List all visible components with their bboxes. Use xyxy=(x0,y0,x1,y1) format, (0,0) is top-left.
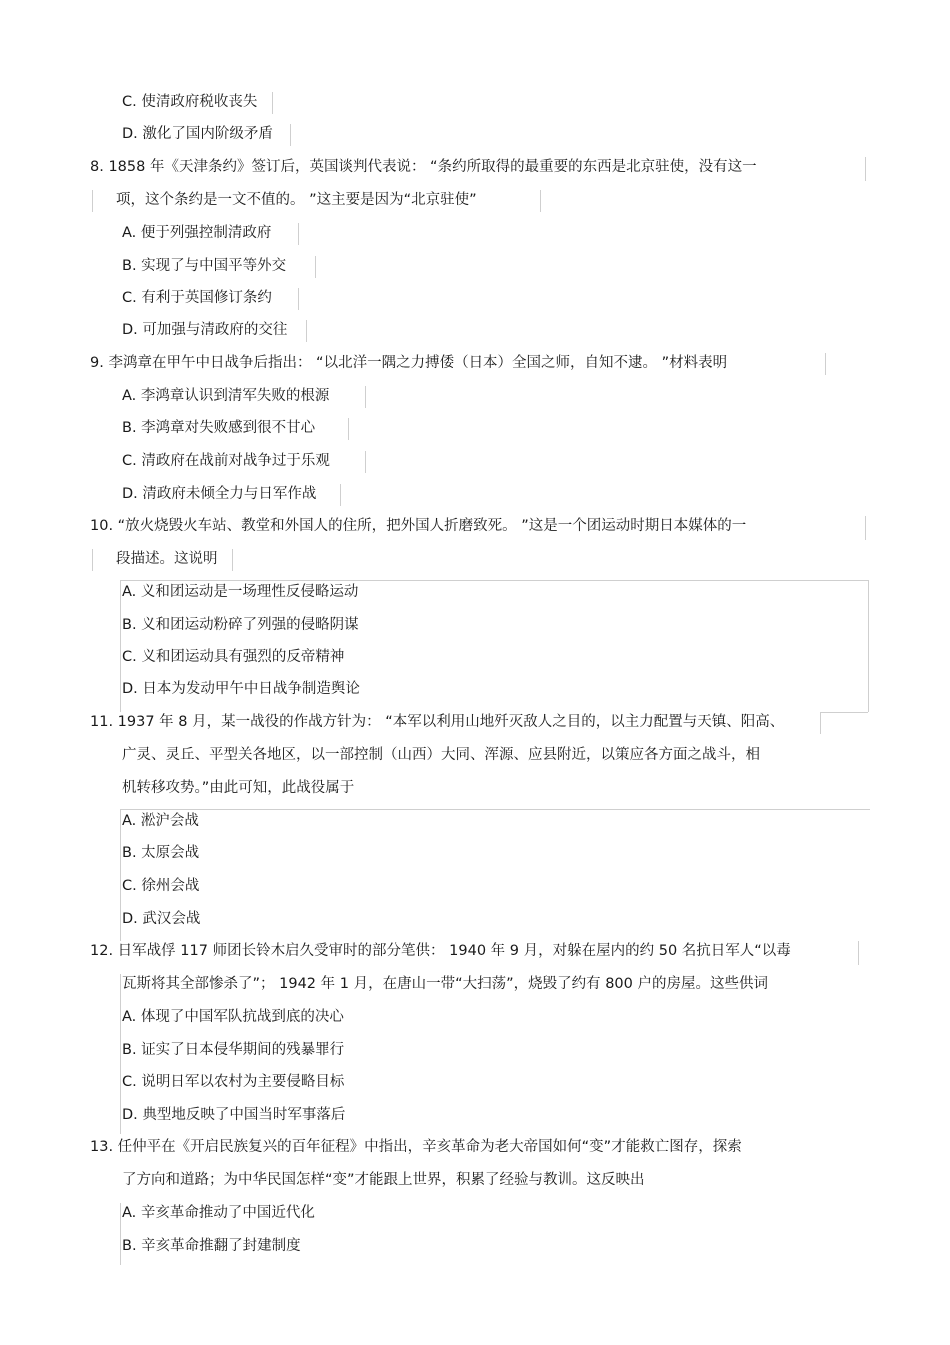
q8-stem-line1: 8. 1858 年《天津条约》签订后，英国谈判代表说： “条约所取得的最重要的东西是北京驻使，没有这一 xyxy=(90,159,757,175)
q13-stem-line1: 13. 任仲平在《开启民族复兴的百年征程》中指出，辛亥革命为老大帝国如何“变”才能救亡图存，探索 xyxy=(90,1139,742,1155)
layout-guide-line xyxy=(92,190,93,212)
layout-guide-line xyxy=(120,1203,121,1265)
layout-guide-line xyxy=(120,580,121,712)
layout-guide-line xyxy=(820,712,868,713)
layout-guide-line xyxy=(232,549,233,571)
layout-guide-line xyxy=(120,809,870,810)
q12-stem-line2: 瓦斯将其全部惨杀了”； 1942 年 1 月，在唐山一带“大扫荡”，烧毁了约有 800 户的房屋。这些供词 xyxy=(122,976,768,992)
q11-stem-line2: 广灵、灵丘、平型关各地区，以一部控制（山西）大同、浑源、应县附近，以策应各方面之战斗，相 xyxy=(122,747,760,763)
q10-stem-line2: 段描述。这说明 xyxy=(116,551,218,567)
layout-guide-line xyxy=(340,484,341,506)
q8-option-d[interactable]: D. 可加强与清政府的交往 xyxy=(122,322,288,338)
q8-option-a[interactable]: A. 便于列强控制清政府 xyxy=(122,225,272,241)
q9-option-b[interactable]: B. 李鸿章对失败感到很不甘心 xyxy=(122,420,316,436)
q12-option-d[interactable]: D. 典型地反映了中国当时军事落后 xyxy=(122,1107,346,1123)
q10-option-d[interactable]: D. 日本为发动甲午中日战争制造舆论 xyxy=(122,681,360,697)
q12-option-b[interactable]: B. 证实了日本侵华期间的残暴罪行 xyxy=(122,1042,345,1058)
layout-guide-line xyxy=(315,256,316,278)
layout-guide-line xyxy=(298,288,299,310)
q11-option-d[interactable]: D. 武汉会战 xyxy=(122,911,201,927)
q12-option-a[interactable]: A. 体现了中国军队抗战到底的决心 xyxy=(122,1009,344,1025)
layout-guide-line xyxy=(120,974,121,1134)
layout-guide-line xyxy=(290,124,291,146)
q10-stem-line1: 10. “放火烧毁火车站、教堂和外国人的住所，把外国人折磨致死。 ”这是一个团运动时期日本媒体的一 xyxy=(90,518,747,534)
layout-guide-line xyxy=(306,320,307,342)
q9-option-a[interactable]: A. 李鸿章认识到清军失败的根源 xyxy=(122,388,330,404)
q10-option-c[interactable]: C. 义和团运动具有强烈的反帝精神 xyxy=(122,649,345,665)
q7-option-c[interactable]: C. 使清政府税收丧失 xyxy=(122,94,258,110)
q11-option-a[interactable]: A. 淞沪会战 xyxy=(122,813,199,829)
layout-guide-line xyxy=(825,353,826,375)
layout-guide-line xyxy=(92,549,93,571)
q8-option-b[interactable]: B. 实现了与中国平等外交 xyxy=(122,258,287,274)
layout-guide-line xyxy=(272,92,273,114)
layout-guide-line xyxy=(120,580,868,581)
layout-guide-line xyxy=(865,157,866,181)
q13-option-a[interactable]: A. 辛亥革命推动了中国近代化 xyxy=(122,1205,315,1221)
q8-option-c[interactable]: C. 有利于英国修订条约 xyxy=(122,290,272,306)
q7-option-d[interactable]: D. 激化了国内阶级矛盾 xyxy=(122,126,273,142)
q12-option-c[interactable]: C. 说明日军以农村为主要侵略目标 xyxy=(122,1074,345,1090)
q11-stem-line3: 机转移攻势。”由此可知，此战役属于 xyxy=(122,780,355,796)
layout-guide-line xyxy=(365,451,366,473)
q13-option-b[interactable]: B. 辛亥革命推翻了封建制度 xyxy=(122,1238,301,1254)
layout-guide-line xyxy=(298,223,299,245)
q11-option-c[interactable]: C. 徐州会战 xyxy=(122,878,200,894)
q10-option-b[interactable]: B. 义和团运动粉碎了列强的侵略阴谋 xyxy=(122,617,359,633)
layout-guide-line xyxy=(820,712,821,734)
q13-stem-line2: 了方向和道路；为中华民国怎样“变”才能跟上世界，积累了经验与教训。这反映出 xyxy=(122,1172,645,1188)
layout-guide-line xyxy=(120,809,121,941)
q10-option-a[interactable]: A. 义和团运动是一场理性反侵略运动 xyxy=(122,584,359,600)
layout-guide-line xyxy=(858,941,859,965)
q9-stem-line1: 9. 李鸿章在甲午中日战争后指出： “以北洋一隅之力搏倭（日本）全国之师，自知不逮。 ”材料表明 xyxy=(90,355,728,371)
layout-guide-line xyxy=(365,386,366,408)
q8-stem-line2: 项，这个条约是一文不值的。 ”这主要是因为“北京驻使” xyxy=(116,192,477,208)
q11-option-b[interactable]: B. 太原会战 xyxy=(122,845,200,861)
layout-guide-line xyxy=(868,580,869,712)
layout-guide-line xyxy=(540,190,541,212)
layout-guide-line xyxy=(865,516,866,540)
q9-option-c[interactable]: C. 清政府在战前对战争过于乐观 xyxy=(122,453,330,469)
q12-stem-line1: 12. 日军战俘 117 师团长铃木启久受审时的部分笔供： 1940 年 9 月，对躲在屋内的约 50 名抗日军人“以毒 xyxy=(90,943,791,959)
q11-stem-line1: 11. 1937 年 8 月，某一战役的作战方针为： “本军以利用山地歼灭敌人之目的，以主力配置与天镇、阳高、 xyxy=(90,714,785,730)
layout-guide-line xyxy=(348,418,349,440)
q9-option-d[interactable]: D. 清政府未倾全力与日军作战 xyxy=(122,486,317,502)
